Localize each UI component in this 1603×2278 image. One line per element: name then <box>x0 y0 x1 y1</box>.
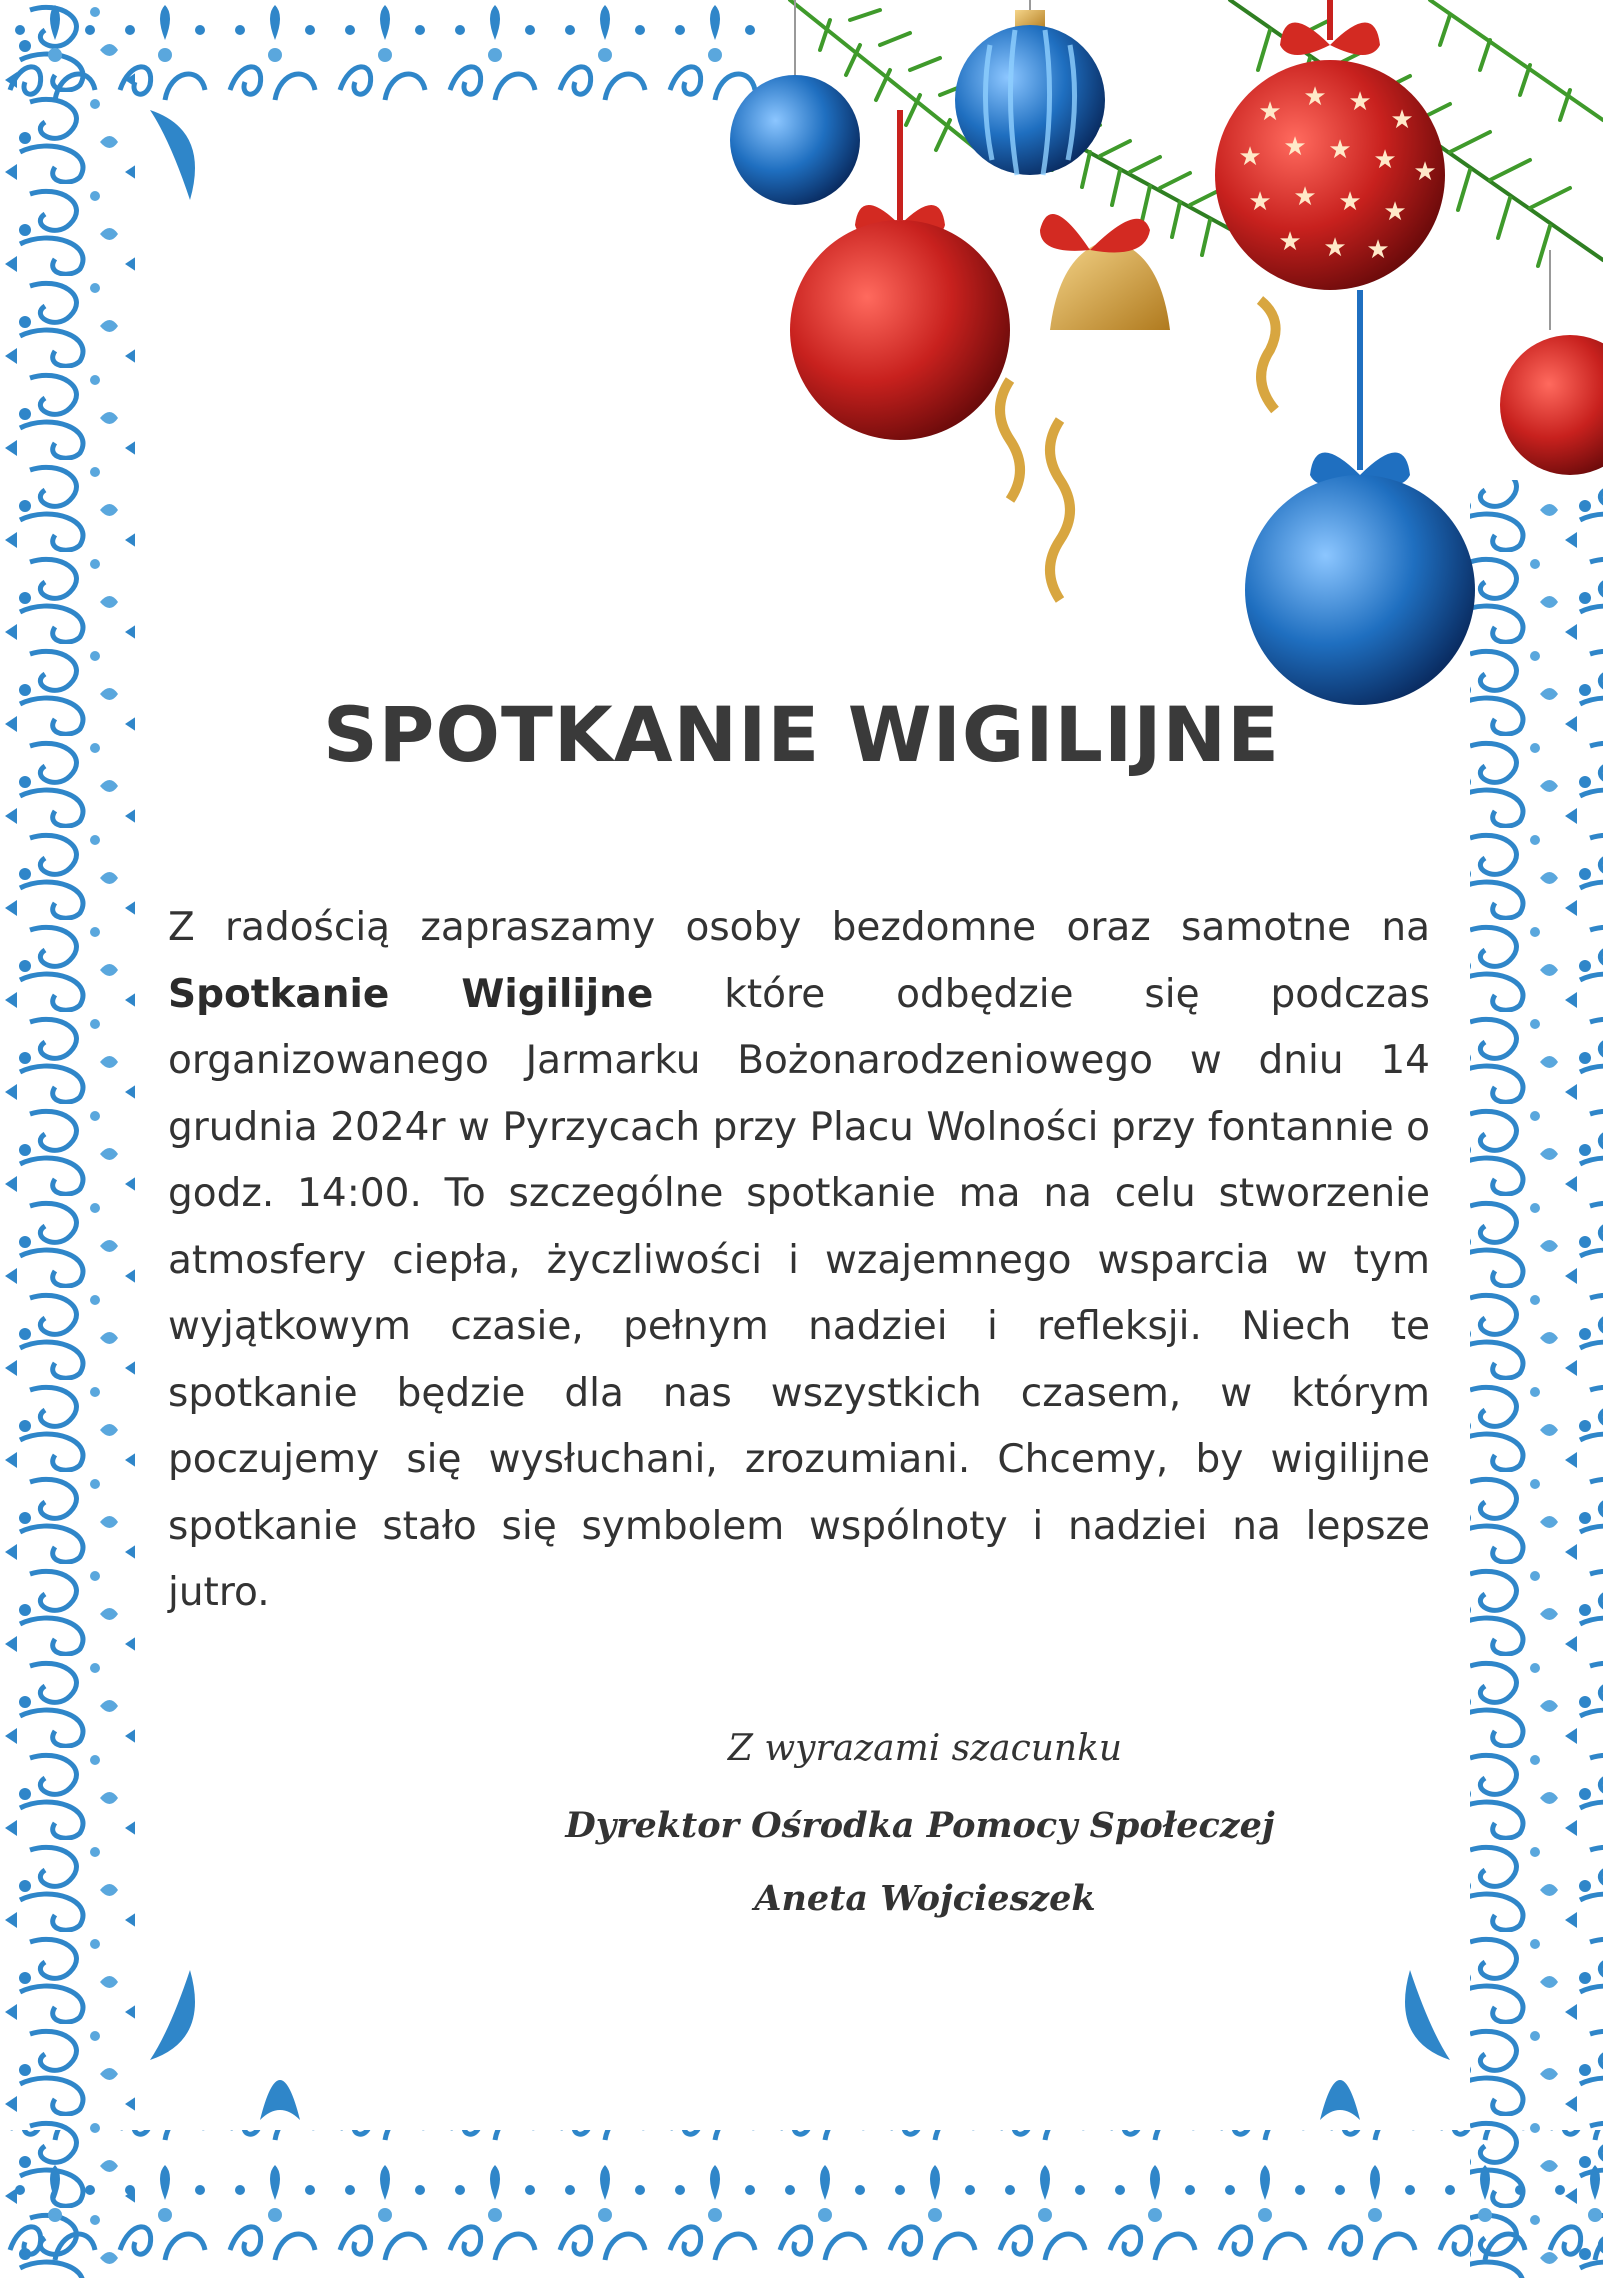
christmas-ornaments-illustration <box>730 0 1603 720</box>
small-blue-ornament-icon <box>730 75 860 205</box>
gold-bell-icon <box>1050 240 1170 330</box>
signatory-name: Aneta Wojcieszek <box>754 1878 1096 1919</box>
svg-text:★: ★ <box>1328 135 1352 165</box>
invitation-body <box>168 895 1430 1627</box>
event-name: Spotkanie Wigilijne <box>168 971 654 1017</box>
svg-text:★: ★ <box>1238 142 1262 172</box>
svg-text:★: ★ <box>1248 187 1272 217</box>
signatory-position: Dyrektor Ośrodka Pomocy Społeczej <box>565 1805 1275 1846</box>
svg-text:★: ★ <box>1338 187 1362 217</box>
svg-text:★: ★ <box>1293 182 1317 212</box>
svg-text:★: ★ <box>1278 227 1302 257</box>
svg-text:★: ★ <box>1373 145 1397 175</box>
svg-text:★: ★ <box>1383 197 1407 227</box>
svg-text:★: ★ <box>1348 87 1372 117</box>
body-intro: Z radością zapraszamy osoby bezdomne oraz samotne na <box>168 905 1430 950</box>
red-ornament-icon <box>790 220 1010 440</box>
small-red-ornament-icon <box>1500 335 1603 475</box>
svg-text:★: ★ <box>1283 132 1307 162</box>
svg-text:★: ★ <box>1323 233 1347 263</box>
body-text: które odbędzie się podczas organizowanego Jarmarku Bożonarodzeniowego w dniu 14 grudnia 2024r w Pyrzycach przy Placu Wolności przy fontannie o godz. 14:00. To szczególne spotkanie ma na celu stworzenie atmosfery ciepła, życzliwości i wzajemnego wsparcia w tym wyjątkowym czasie, pełnym nadziei i refleksji. Niech te spotkanie będzie dla nas wszystkich czasem, w którym poczujemy się wysłuchani, zrozumiani. Chcemy, by wigilijne spotkanie stało się symbolem wspólnoty i nadziei na lepsze jutro. <box>168 971 1430 1615</box>
large-blue-ornament-icon <box>1245 475 1475 705</box>
svg-text:★: ★ <box>1413 157 1437 187</box>
svg-text:★: ★ <box>1390 105 1414 135</box>
svg-text:★: ★ <box>1366 235 1390 265</box>
page-title: SPOTKANIE WIGILIJNE <box>322 690 1281 779</box>
striped-blue-ornament-icon <box>955 25 1105 175</box>
svg-text:★: ★ <box>1303 82 1327 112</box>
svg-text:★: ★ <box>1258 97 1282 127</box>
closing-phrase: Z wyrazami szacunku <box>727 1728 1123 1769</box>
